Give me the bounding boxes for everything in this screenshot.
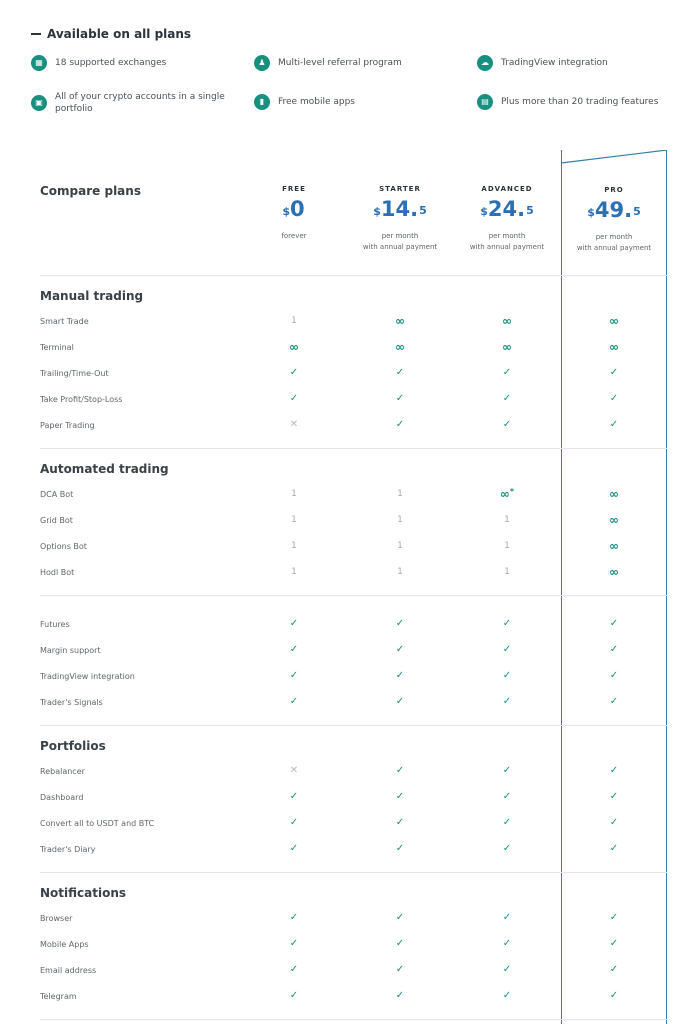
section-title: Manual trading — [40, 289, 144, 303]
feature-label: TradingView integration — [501, 58, 608, 68]
check-icon: ✓ — [395, 912, 405, 923]
feature-label: 18 supported exchanges — [55, 58, 167, 68]
feature-row-label: Trader's Diary — [40, 845, 96, 854]
check-icon: ✓ — [609, 644, 619, 655]
wallet-icon: ▣ — [31, 95, 47, 111]
feature-row-label: Email address — [40, 966, 97, 975]
check-icon: ✓ — [395, 419, 405, 430]
plan-note: forever — [281, 232, 307, 240]
phone-icon: ▮ — [254, 94, 270, 110]
check-icon: ✓ — [395, 938, 405, 949]
infinity-icon: ∞ — [609, 314, 619, 328]
check-icon: ✓ — [395, 696, 405, 707]
people-icon: ♟ — [254, 55, 270, 71]
plan-free — [241, 185, 347, 242]
feature-row-label: Rebalancer — [40, 767, 85, 776]
infinity-icon: ∞ — [609, 513, 619, 527]
check-icon: ✓ — [395, 367, 405, 378]
limit-count: 1 — [504, 541, 510, 551]
cross-icon: ✕ — [289, 419, 299, 430]
check-icon: ✓ — [502, 938, 512, 949]
feature-item — [254, 96, 454, 110]
cross-icon: ✕ — [289, 765, 299, 776]
feature-label: Plus more than 20 trading features — [501, 97, 659, 107]
check-icon: ✓ — [289, 670, 299, 681]
plan-price: $14.$^5$ — [373, 197, 427, 221]
section-divider — [40, 275, 667, 276]
check-icon: ✓ — [395, 990, 405, 1001]
limit-count: 1 — [397, 541, 403, 551]
feature-row-label: Futures — [40, 620, 70, 629]
section-divider — [40, 448, 667, 449]
check-icon: ✓ — [609, 843, 619, 854]
check-icon: ✓ — [502, 696, 512, 707]
plan-pro — [561, 186, 667, 254]
limit-count: 1 — [291, 489, 297, 499]
feature-row-label: Terminal — [40, 343, 74, 352]
plan-note: per month with annual payment — [362, 232, 438, 251]
available-title: Available on all plans — [47, 27, 192, 41]
check-icon: ✓ — [609, 817, 619, 828]
check-icon: ✓ — [609, 393, 619, 404]
feature-item — [254, 57, 454, 71]
check-icon: ✓ — [609, 696, 619, 707]
check-icon: ✓ — [289, 817, 299, 828]
feature-row-label: Hodl Bot — [40, 568, 75, 577]
section-divider — [40, 1019, 667, 1020]
check-icon: ✓ — [609, 938, 619, 949]
check-icon: ✓ — [609, 964, 619, 975]
feature-row-label: Dashboard — [40, 793, 84, 802]
limit-count: 1 — [504, 567, 510, 577]
feature-row-label: Options Bot — [40, 542, 87, 551]
infinity-icon: ∞ — [395, 340, 405, 354]
infinity-icon: ∞ — [395, 314, 405, 328]
feature-label: Multi-level referral program — [278, 58, 402, 68]
feature-label: All of your crypto accounts in a single portfolio — [55, 92, 225, 114]
check-icon: ✓ — [289, 644, 299, 655]
check-icon: ✓ — [502, 367, 512, 378]
check-icon: ✓ — [395, 817, 405, 828]
section-divider — [40, 595, 667, 596]
check-icon: ✓ — [395, 393, 405, 404]
feature-row-label: TradingView integration — [40, 672, 135, 681]
limit-count: 1 — [291, 567, 297, 577]
check-icon: ✓ — [502, 912, 512, 923]
plan-note: per month with annual payment — [576, 233, 652, 252]
feature-item — [31, 57, 231, 71]
section-divider — [40, 725, 667, 726]
grid-icon: ▦ — [31, 55, 47, 71]
infinity-icon: ∞ — [609, 340, 619, 354]
feature-row-label: DCA Bot — [40, 490, 74, 499]
check-icon: ✓ — [609, 419, 619, 430]
plan-name: PRO — [604, 186, 624, 194]
check-icon: ✓ — [395, 791, 405, 802]
pro-plan-highlight — [561, 150, 667, 1024]
plan-price: $0 — [282, 197, 305, 221]
plan-starter — [347, 185, 453, 253]
infinity-icon: ∞ — [609, 539, 619, 553]
check-icon: ✓ — [609, 791, 619, 802]
check-icon: ✓ — [289, 843, 299, 854]
check-icon: ✓ — [502, 419, 512, 430]
chart-icon: ▤ — [477, 94, 493, 110]
check-icon: ✓ — [395, 843, 405, 854]
collapse-dash-icon — [31, 33, 41, 35]
feature-row-label: Paper Trading — [40, 421, 95, 430]
check-icon: ✓ — [502, 393, 512, 404]
section-divider — [40, 872, 667, 873]
check-icon: ✓ — [502, 670, 512, 681]
check-icon: ✓ — [609, 912, 619, 923]
check-icon: ✓ — [609, 990, 619, 1001]
pro-frame-top-edge — [561, 150, 667, 164]
infinity-icon: ∞ — [502, 314, 512, 328]
feature-row-label: Trader's Signals — [40, 698, 103, 707]
plan-price: $24.$^5$ — [480, 197, 534, 221]
check-icon: ✓ — [289, 367, 299, 378]
plan-price: $49.$^5$ — [587, 198, 641, 222]
check-icon: ✓ — [502, 618, 512, 629]
feature-item — [477, 96, 667, 110]
check-icon: ✓ — [609, 618, 619, 629]
check-icon: ✓ — [289, 964, 299, 975]
limit-count: 1 — [504, 515, 510, 525]
check-icon: ✓ — [395, 964, 405, 975]
section-title: Automated trading — [40, 462, 169, 476]
check-icon: ✓ — [502, 791, 512, 802]
check-icon: ✓ — [289, 791, 299, 802]
section-title: Portfolios — [40, 739, 106, 753]
limit-count: 1 — [397, 489, 403, 499]
check-icon: ✓ — [395, 618, 405, 629]
check-icon: ✓ — [502, 817, 512, 828]
check-icon: ✓ — [289, 696, 299, 707]
feature-row-label: Take Profit/Stop-Loss — [40, 395, 123, 404]
feature-row-label: Convert all to USDT and BTC — [40, 819, 155, 828]
check-icon: ✓ — [502, 644, 512, 655]
limit-count: 1 — [291, 541, 297, 551]
check-icon: ✓ — [502, 990, 512, 1001]
feature-row-label: Margin support — [40, 646, 101, 655]
check-icon: ✓ — [395, 765, 405, 776]
available-on-all-plans-toggle[interactable] — [31, 27, 191, 41]
check-icon: ✓ — [609, 367, 619, 378]
check-icon: ✓ — [289, 912, 299, 923]
feature-row-label: Telegram — [40, 992, 77, 1001]
section-title: Notifications — [40, 886, 127, 900]
check-icon: ✓ — [289, 990, 299, 1001]
plan-name: FREE — [282, 185, 306, 193]
infinity-icon: ∞ — [289, 340, 299, 354]
feature-row-label: Browser — [40, 914, 73, 923]
feature-row-label: Trailing/Time-Out — [40, 369, 109, 378]
cloud-icon: ☁ — [477, 55, 493, 71]
check-icon: ✓ — [289, 618, 299, 629]
check-icon: ✓ — [502, 765, 512, 776]
plan-note: per month with annual payment — [469, 232, 545, 251]
plan-name: STARTER — [379, 185, 421, 193]
check-icon: ✓ — [502, 843, 512, 854]
infinity-icon: ∞ — [502, 340, 512, 354]
plan-advanced — [454, 185, 560, 253]
check-icon: ✓ — [609, 670, 619, 681]
check-icon: ✓ — [395, 670, 405, 681]
limit-count: 1 — [291, 515, 297, 525]
check-icon: ✓ — [502, 964, 512, 975]
check-icon: ✓ — [395, 644, 405, 655]
feature-row-label: Grid Bot — [40, 516, 73, 525]
limit-count: 1 — [397, 567, 403, 577]
footnote-star: * — [509, 487, 515, 496]
feature-row-label: Mobile Apps — [40, 940, 89, 949]
infinity-icon: ∞* — [499, 487, 515, 501]
feature-label: Free mobile apps — [278, 97, 355, 107]
limit-count: 1 — [397, 515, 403, 525]
limit-count: 1 — [291, 316, 297, 326]
check-icon: ✓ — [289, 938, 299, 949]
infinity-icon: ∞ — [609, 565, 619, 579]
feature-item — [31, 91, 231, 115]
feature-item — [477, 57, 667, 71]
infinity-icon: ∞ — [609, 487, 619, 501]
check-icon: ✓ — [289, 393, 299, 404]
feature-row-label: Smart Trade — [40, 317, 89, 326]
compare-plans-title: Compare plans — [40, 184, 141, 198]
plan-name: ADVANCED — [481, 185, 533, 193]
check-icon: ✓ — [609, 765, 619, 776]
